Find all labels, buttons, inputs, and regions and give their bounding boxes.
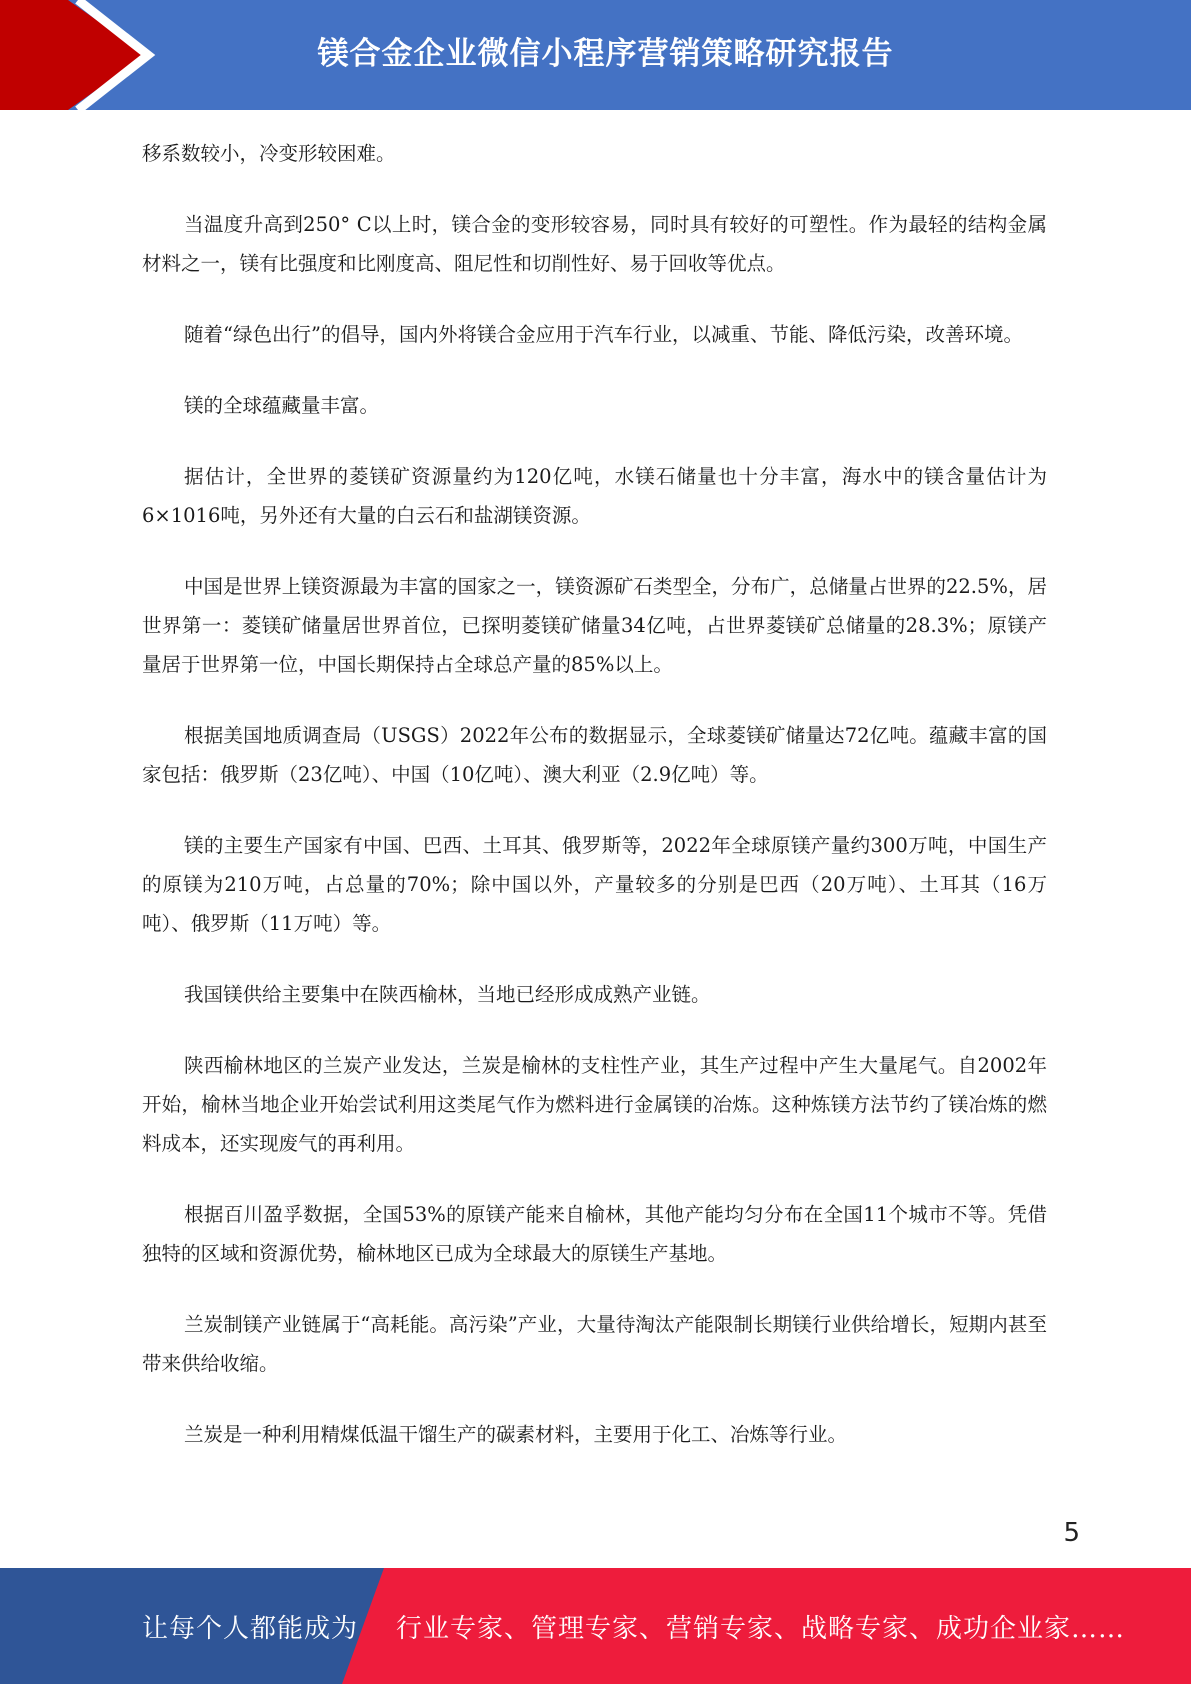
body-paragraph: 根据美国地质调查局（USGS）2022年公布的数据显示，全球菱镁矿储量达72亿吨。蕴藏丰富的国家包括：俄罗斯（23亿吨）、中国（10亿吨）、澳大利亚（2.9亿吨）等。 (142, 724, 1047, 786)
page-header (0, 0, 1191, 110)
body-paragraph: 镁的主要生产国家有中国、巴西、土耳其、俄罗斯等，2022年全球原镁产量约300万吨，中国生产的原镁为210万吨，占总量的70%；除中国以外，产量较多的分别是巴西（20万吨）、土耳其（16万吨）、俄罗斯（11万吨）等。 (142, 834, 1047, 935)
footer-slogan-left: 让每个人都能成为 (142, 1613, 359, 1644)
body-paragraph: 随着“绿色出行”的倡导，国内外将镁合金应用于汽车行业，以减重、节能、降低污染，改善环境。 (184, 323, 1023, 346)
page-footer (0, 1568, 1191, 1684)
body-paragraph: 当温度升高到250° C以上时，镁合金的变形较容易，同时具有较好的可塑性。作为最轻的结构金属材料之一，镁有比强度和比刚度高、阻尼性和切削性好、易于回收等优点。 (142, 213, 1047, 275)
body-paragraph: 兰炭制镁产业链属于“高耗能。高污染”产业，大量待淘汰产能限制长期镁行业供给增长，短期内甚至带来供给收缩。 (142, 1313, 1047, 1375)
report-title: 镁合金企业微信小程序营销策略研究报告 (317, 35, 894, 72)
document-body (142, 134, 1047, 1486)
body-paragraph: 据估计，全世界的菱镁矿资源量约为120亿吨，水镁石储量也十分丰富，海水中的镁含量估计为6×1016吨，另外还有大量的白云石和盐湖镁资源。 (142, 465, 1047, 527)
body-paragraph: 移系数较小，冷变形较困难。 (142, 142, 396, 165)
body-paragraph: 根据百川盈孚数据，全国53%的原镁产能来自榆林，其他产能均匀分布在全国11个城市不等。凭借独特的区域和资源优势，榆林地区已成为全球最大的原镁生产基地。 (142, 1203, 1047, 1265)
body-paragraph: 兰炭是一种利用精煤低温干馏生产的碳素材料，主要用于化工、冶炼等行业。 (184, 1423, 848, 1446)
body-paragraph: 陕西榆林地区的兰炭产业发达，兰炭是榆林的支柱性产业，其生产过程中产生大量尾气。自2002年开始，榆林当地企业开始尝试利用这类尾气作为燃料进行金属镁的冶炼。这种炼镁方法节约了镁冶炼的燃料成本，还实现废气的再利用。 (142, 1054, 1047, 1155)
body-paragraph: 我国镁供给主要集中在陕西榆林，当地已经形成成熟产业链。 (184, 983, 711, 1006)
body-paragraph: 镁的全球蕴藏量丰富。 (184, 394, 380, 417)
body-paragraph: 中国是世界上镁资源最为丰富的国家之一，镁资源矿石类型全，分布广，总储量占世界的22.5%，居世界第一：菱镁矿储量居世界首位，已探明菱镁矿储量34亿吨，占世界菱镁矿总储量的28.3%；原镁产量居于世界第一位，中国长期保持占全球总产量的85%以上。 (142, 575, 1047, 676)
footer-slogan-right: 行业专家、管理专家、营销专家、战略专家、成功企业家…… (396, 1613, 1126, 1644)
page-number: 5 (1063, 1518, 1080, 1548)
